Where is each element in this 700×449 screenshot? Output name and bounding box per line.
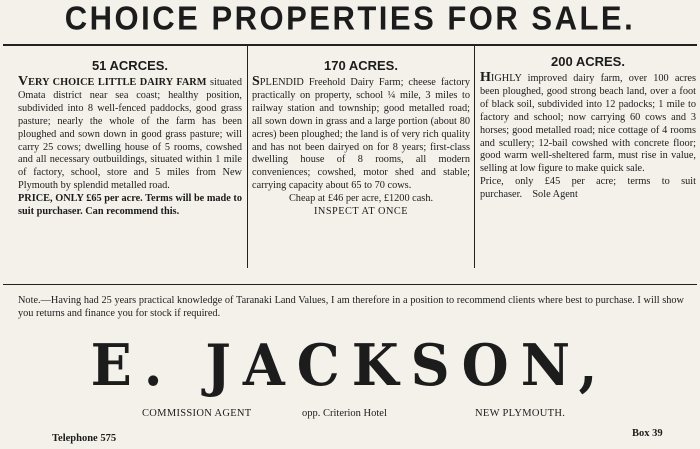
drop-cap: H [480, 70, 491, 85]
listing-description: situated Omata district near sea coast; healthy position, subdivided into 8 well-fenced paddocks, good grass pasture; nearly the whole of the farm has been ploughed and sown down in good grass pasture; will carry 25 cows; dwelling house of 5 rooms, cowshed and all necessary outbuildings, situated within 1 mile of factory, school, store and 5 miles from New Plymouth by splendid metalled road. [18, 77, 243, 192]
listing-heading: 51 ACRCES. [91, 58, 169, 73]
listing-body [252, 76, 470, 219]
listing-body [18, 76, 242, 219]
listing-price: Cheap at £46 per acre, £1200 cash. [288, 193, 434, 205]
listing-200-acres [480, 52, 696, 202]
listing-lead: PLENDID Freehold Dairy Farm; [259, 77, 404, 88]
listing-price: Price, only £45 per acre; terms to suit purchaser. Sole Agent [480, 176, 696, 201]
listing-heading: 200 ACRES. [551, 54, 625, 69]
agent-note: Note.—Having had 25 years practical knowledge of Taranaki Land Values, I am therefore in a position to recommend clients where best to purchase. I will show you returns and finance you for stock if required. [18, 295, 684, 319]
section-rule [3, 284, 697, 285]
drop-cap: S [252, 74, 260, 89]
listing-51-acres [18, 56, 242, 219]
agent-town: NEW PLYMOUTH. [475, 408, 566, 419]
listing-description: 100 acres been ploughed, good strong beach land, over a foot of black soil, subdivided into 12 padocks; 1 mile to factory and school; now carrying 60 cows and 3 horses; good metalled road; nice cottage of 4 rooms and scullery; 12-bail cowshed with concrete floor; good warm well-sheltered farm, must rise in value, selling at low figure to make quick sale. [480, 73, 697, 175]
agent-role: COMMISSION AGENT [142, 408, 252, 419]
column-divider-1 [247, 46, 248, 268]
box-number: Box 39 [632, 428, 663, 439]
listing-lead: IGHLY improved dairy farm, over [490, 73, 648, 84]
listing-description: cheese factory practically on property, school ¼ mile, 3 miles to railway station and township; good metalled road; all sown down in grass and a large portion (about 80 acres) been ploughed; the land is of very rich quality and has not been dairyed on for 8 years; first-class dwelling house of 8 rooms, all modern conveniences; cowshed, motor shed and stable; carrying capacity about 65 to 70 cows. [252, 77, 470, 192]
telephone-number: Telephone 575 [52, 433, 117, 444]
listing-lead: ERY CHOICE LITTLE DAIRY FARM [28, 77, 207, 88]
agent-name: E. JACKSON, [90, 331, 610, 399]
listing-price: PRICE, ONLY £65 per acre. Terms will be made to suit purchaser. Can recommend this. [18, 193, 242, 218]
drop-cap: V [18, 74, 29, 89]
agent-address: opp. Criterion Hotel [302, 408, 387, 419]
listing-170-acres [252, 56, 470, 219]
column-divider-2 [474, 46, 475, 268]
sole-agent-label: Sole Agent [532, 189, 578, 201]
inspect-notice: INSPECT AT ONCE [313, 206, 409, 218]
listing-heading: 170 ACRES. [324, 58, 398, 73]
listing-body [480, 72, 696, 202]
headline: CHOICE PROPERTIES FOR SALE. [64, 0, 636, 38]
top-rule [3, 44, 697, 46]
